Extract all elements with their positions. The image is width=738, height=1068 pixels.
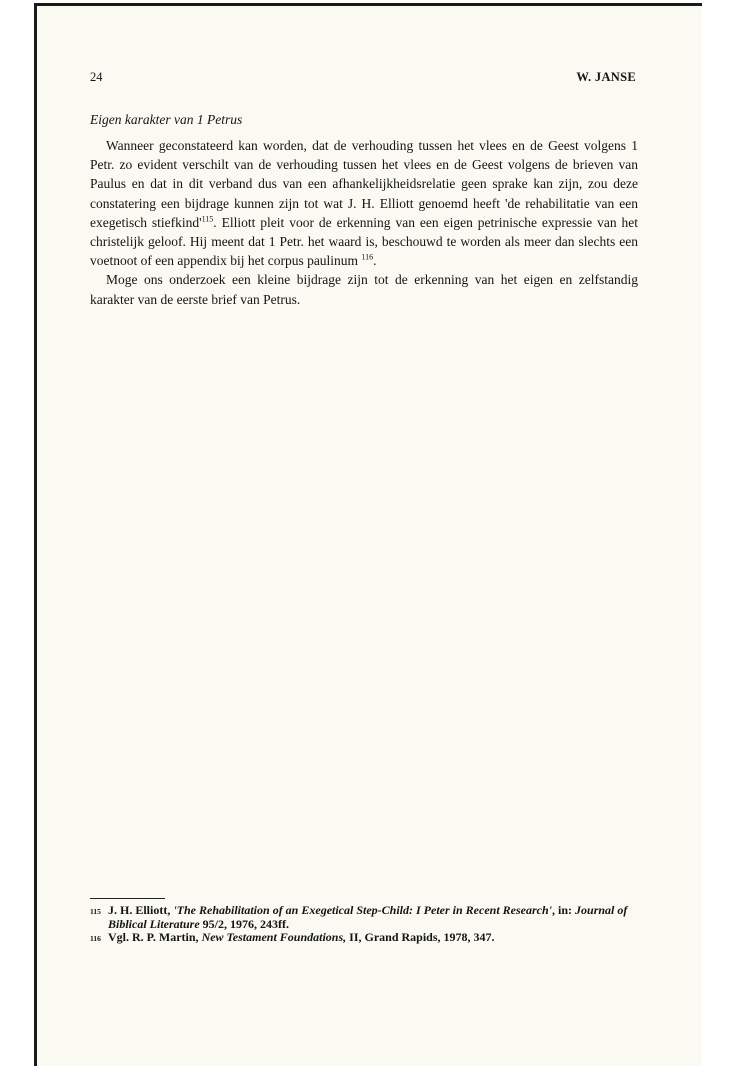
footnote-text	[108, 904, 638, 931]
footnote-rule	[90, 898, 165, 899]
footnote-ref: 116	[361, 252, 374, 262]
footnote	[90, 904, 638, 931]
section-title: Eigen karakter van 1 Petrus	[90, 112, 243, 127]
text-run: Wanneer geconstateerd kan worden, dat de verhouding tussen het vlees en de Geest volgens 1 Petr. zo evident verschilt van de verhouding tussen het vlees en de Geest volgens de brieven van Paulus en dat in dit verband dus van een afhankelijkheidsrelatie geen sprake kan zijn, zou deze constatering een bijdrage kunnen zijn tot wat J. H. Elliott genoemd heeft 'de rehabilitatie van een exegetisch stiefkind'	[90, 138, 638, 230]
footnote-text	[108, 931, 638, 946]
running-author: W. JANSE	[576, 70, 636, 84]
body-text	[90, 136, 638, 309]
paragraph: Moge ons onderzoek een kleine bijdrage zijn tot de erkenning van het eigen en zelfstandig karakter van de eerste brief van Petrus.	[90, 272, 638, 307]
italic-journal: Journal of Biblical Literature	[108, 903, 628, 931]
footnote-mark: 116	[90, 934, 101, 943]
text-run: II, Grand Rapids, 1978, 347.	[346, 930, 495, 944]
footnotes	[90, 904, 638, 946]
italic-title: New Testament Foundations,	[201, 930, 347, 944]
paragraph	[90, 136, 638, 270]
text-run: Vgl. R. P. Martin,	[108, 930, 202, 944]
italic-title: 'The Rehabilitation of an Exegetical Step-Child: I Peter in Recent Research'	[173, 903, 552, 917]
text-run: 95/2, 1976, 243ff.	[199, 916, 289, 931]
footnote-ref: 115	[201, 214, 214, 224]
text-run: . Elliott pleit voor de erkenning van een eigen petrinische expressie van het christelijk geloof. Hij meent dat 1 Petr. het waard is, beschouwd te worden als meer dan slechts een voetnoot of een appendix bij het corpus paulinum	[90, 214, 638, 269]
footnote-mark: 115	[90, 907, 101, 916]
footnote	[90, 931, 638, 946]
text-run: .	[373, 253, 377, 269]
text-run: J. H. Elliott,	[108, 903, 174, 917]
page-number: 24	[90, 70, 103, 84]
text-run: , in:	[552, 903, 576, 917]
